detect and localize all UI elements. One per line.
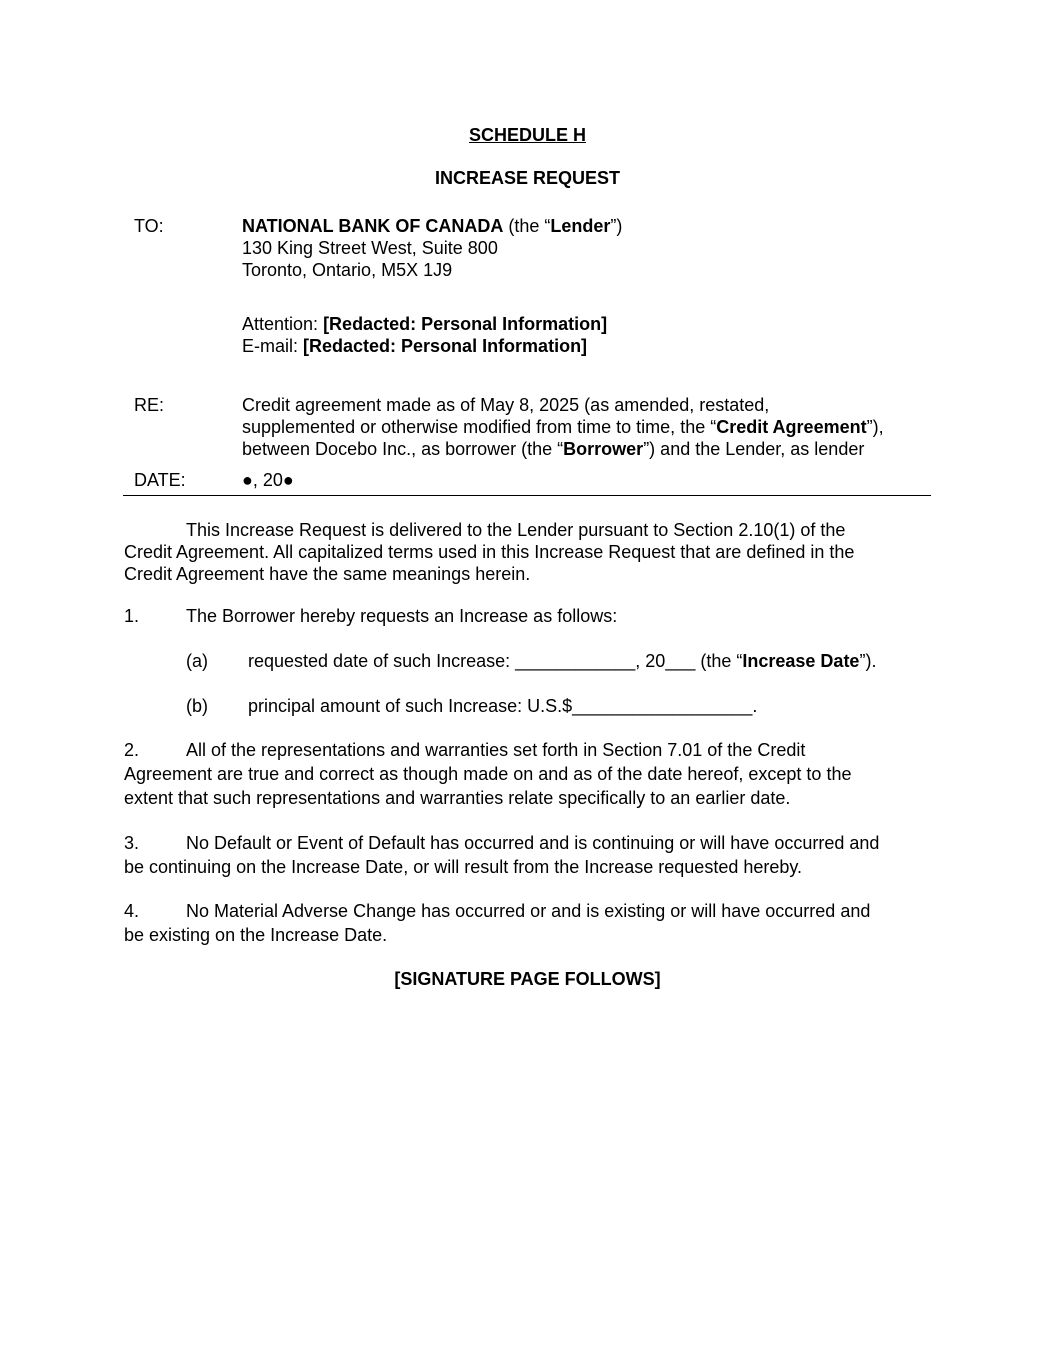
item-1a-pre: requested date of such Increase: ____________, 20___ (the “ xyxy=(248,651,743,671)
address-line-2: Toronto, Ontario, M5X 1J9 xyxy=(242,260,453,280)
email-value: [Redacted: Personal Information] xyxy=(303,336,588,356)
item-1a-post: ”). xyxy=(859,651,877,671)
intro-line-3: Credit Agreement have the same meanings herein. xyxy=(124,564,531,584)
item-3-line-1: No Default or Event of Default has occurred and is continuing or will have occurred and xyxy=(186,833,880,853)
item-2-line-2: Agreement are true and correct as though made on and as of the date hereof, except to the xyxy=(124,764,852,784)
item-1b-text: principal amount of such Increase: U.S.$__________________. xyxy=(248,696,758,716)
item-4-line-1: No Material Adverse Change has occurred or and is existing or will have occurred and xyxy=(186,901,871,921)
re-line-2-post: ”), xyxy=(866,417,884,437)
intro-line-1: This Increase Request is delivered to the Lender pursuant to Section 2.10(1) of the xyxy=(186,520,846,540)
re-line-3-post: ”) and the Lender, as lender xyxy=(643,439,865,459)
lender-the-open: (the “ xyxy=(503,216,551,236)
schedule-title: SCHEDULE H xyxy=(468,125,586,145)
attention-label: Attention: xyxy=(242,314,324,334)
lender-close: ”) xyxy=(610,216,623,236)
attention-value: [Redacted: Personal Information] xyxy=(323,314,608,334)
credit-agreement-term: Credit Agreement xyxy=(716,417,867,437)
item-1a-text xyxy=(248,650,876,672)
email-label: E-mail: xyxy=(242,336,304,356)
lender-line xyxy=(242,215,622,237)
item-4-line-2: be existing on the Increase Date. xyxy=(124,925,388,945)
item-3-number: 3. xyxy=(124,833,140,853)
email-line xyxy=(242,335,587,357)
date-label: DATE: xyxy=(134,470,186,490)
item-1-text: The Borrower hereby requests an Increase as follows: xyxy=(186,606,618,626)
attention-line xyxy=(242,313,607,335)
re-line-3 xyxy=(242,438,864,460)
lender-term: Lender xyxy=(550,216,611,236)
re-label: RE: xyxy=(134,395,165,415)
item-2-line-1: All of the representations and warranties set forth in Section 7.01 of the Credit xyxy=(186,740,806,760)
re-line-2-pre: supplemented or otherwise modified from time to time, the “ xyxy=(242,417,717,437)
item-1b-label: (b) xyxy=(186,696,208,716)
re-line-3-pre: between Docebo Inc., as borrower (the “ xyxy=(242,439,564,459)
date-value: ●, 20● xyxy=(242,470,294,490)
item-1-number: 1. xyxy=(124,606,140,626)
header-divider xyxy=(123,495,931,496)
item-2-line-3: extent that such representations and warranties relate specifically to an earlier date. xyxy=(124,788,791,808)
intro-line-2: Credit Agreement. All capitalized terms used in this Increase Request that are defined in the xyxy=(124,542,855,562)
document-title: INCREASE REQUEST xyxy=(434,168,621,188)
borrower-term: Borrower xyxy=(563,439,644,459)
increase-date-term: Increase Date xyxy=(742,651,860,671)
item-4-number: 4. xyxy=(124,901,140,921)
item-1a-label: (a) xyxy=(186,651,208,671)
item-2-number: 2. xyxy=(124,740,140,760)
re-line-2 xyxy=(242,416,884,438)
to-label: TO: xyxy=(134,216,164,236)
item-3-line-2: be continuing on the Increase Date, or will result from the Increase requested hereby. xyxy=(124,857,803,877)
re-line-1: Credit agreement made as of May 8, 2025 (as amended, restated, xyxy=(242,395,770,415)
signature-page-note: [SIGNATURE PAGE FOLLOWS] xyxy=(394,969,661,989)
address-line-1: 130 King Street West, Suite 800 xyxy=(242,238,498,258)
lender-name: NATIONAL BANK OF CANADA xyxy=(242,216,504,236)
